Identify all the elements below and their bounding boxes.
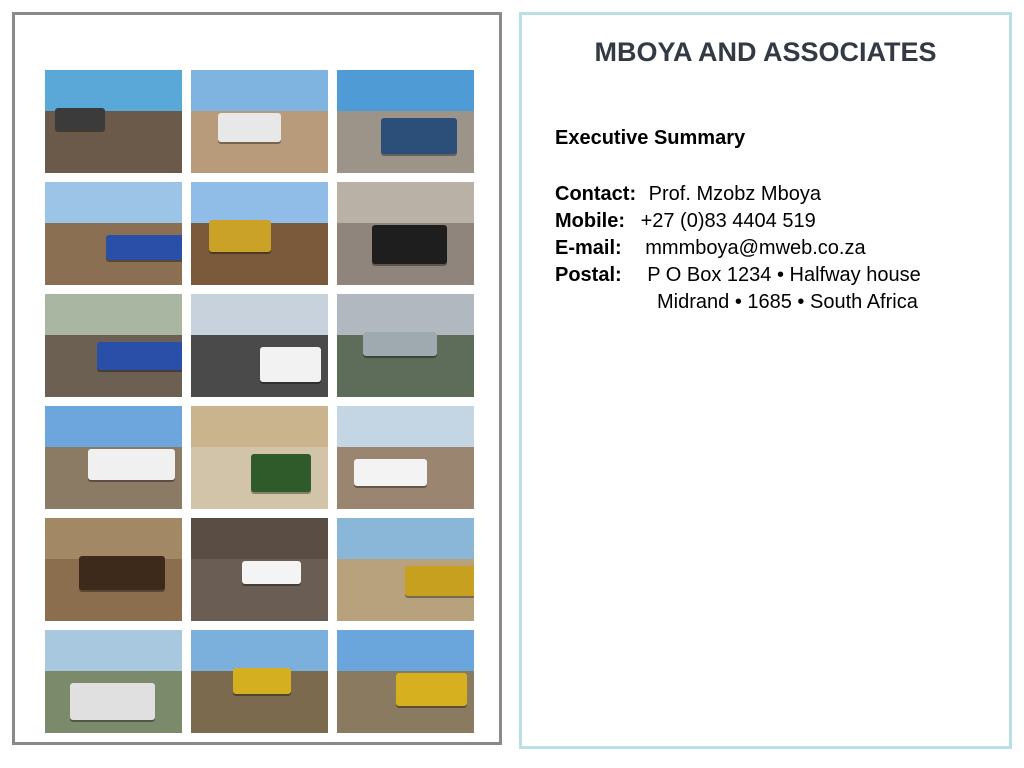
- photo-earthmoving-fleet: [191, 182, 328, 285]
- photo-subject-shape: [97, 342, 182, 370]
- photo-sky: [337, 518, 474, 559]
- photo-tipper-truck-yard: [45, 406, 182, 509]
- photo-subject-shape: [209, 220, 271, 252]
- photo-subject-shape: [242, 561, 301, 584]
- photo-sky: [45, 70, 182, 111]
- contact-row-mobile: [555, 208, 816, 235]
- page-title: MBOYA AND ASSOCIATES: [594, 37, 937, 67]
- photo-subject-shape: [372, 225, 447, 264]
- contact-label: Contact:: [555, 183, 637, 205]
- photo-sky: [45, 294, 182, 335]
- postal-label: Postal:: [555, 264, 622, 286]
- contact-row-postal-2: [657, 289, 918, 316]
- photo-dam-construction: [337, 294, 474, 397]
- photo-subject-shape: [218, 113, 281, 142]
- photo-sky: [191, 406, 328, 447]
- photo-subject-shape: [55, 108, 105, 130]
- email-label: E-mail:: [555, 237, 622, 259]
- mobile-value: +27 (0)83 4404 519: [640, 210, 816, 232]
- photo-sky: [191, 294, 328, 335]
- photo-yellow-excavator: [337, 518, 474, 621]
- photo-subject-shape: [363, 332, 437, 356]
- photo-sky: [191, 182, 328, 223]
- photo-white-tanker-truck: [191, 294, 328, 397]
- photo-box-truck-garage: [191, 518, 328, 621]
- photo-mercedes-tipper: [337, 406, 474, 509]
- photo-sky: [45, 518, 182, 559]
- postal-line-2: Midrand • 1685 • South Africa: [657, 291, 918, 313]
- photo-sky: [45, 630, 182, 671]
- contact-value: Prof. Mzobz Mboya: [648, 183, 821, 205]
- photo-motor-grader-field: [191, 630, 328, 733]
- photo-sky: [337, 406, 474, 447]
- contact-row-postal: [555, 262, 921, 289]
- photo-subject-shape: [70, 683, 155, 720]
- photo-sky: [191, 518, 328, 559]
- photo-crane-excavation: [45, 294, 182, 397]
- photo-sky: [337, 630, 474, 671]
- photo-subject-shape: [79, 556, 165, 590]
- photo-coastal-tunnel: [45, 70, 182, 173]
- photo-collage-panel: [12, 12, 502, 745]
- photo-water-tanker-truck: [337, 182, 474, 285]
- photo-subject-shape: [233, 668, 291, 694]
- info-panel: [519, 12, 1012, 749]
- postal-line-1: P O Box 1234 • Halfway house: [647, 264, 921, 286]
- email-value[interactable]: mmmboya@mweb.co.za: [645, 237, 866, 259]
- photo-site-aerial-view: [191, 406, 328, 509]
- contact-row-contact: [555, 181, 821, 208]
- photo-reinforced-culvert: [45, 518, 182, 621]
- photo-subject-shape: [106, 235, 182, 260]
- photo-sky: [191, 70, 328, 111]
- photo-sky: [337, 294, 474, 335]
- photo-sky: [45, 182, 182, 223]
- photo-motor-grader-closeup: [337, 630, 474, 733]
- photo-sky: [337, 182, 474, 223]
- contact-row-email: [555, 235, 866, 262]
- photo-sky: [337, 70, 474, 111]
- section-heading: Executive Summary: [555, 127, 746, 149]
- photo-mobile-crane: [45, 182, 182, 285]
- mobile-label: Mobile:: [555, 210, 625, 232]
- photo-subject-shape: [381, 118, 457, 154]
- photo-road-construction: [45, 630, 182, 733]
- photo-subject-shape: [251, 454, 311, 492]
- photo-sky: [191, 630, 328, 671]
- photo-subject-shape: [88, 449, 175, 480]
- photo-subject-shape: [260, 347, 321, 382]
- photo-tanker-truck-road: [191, 70, 328, 173]
- photo-crushing-plant: [337, 70, 474, 173]
- photo-subject-shape: [354, 459, 427, 486]
- photo-sky: [45, 406, 182, 447]
- photo-grid: [45, 70, 474, 733]
- photo-subject-shape: [396, 673, 467, 706]
- photo-subject-shape: [405, 566, 474, 596]
